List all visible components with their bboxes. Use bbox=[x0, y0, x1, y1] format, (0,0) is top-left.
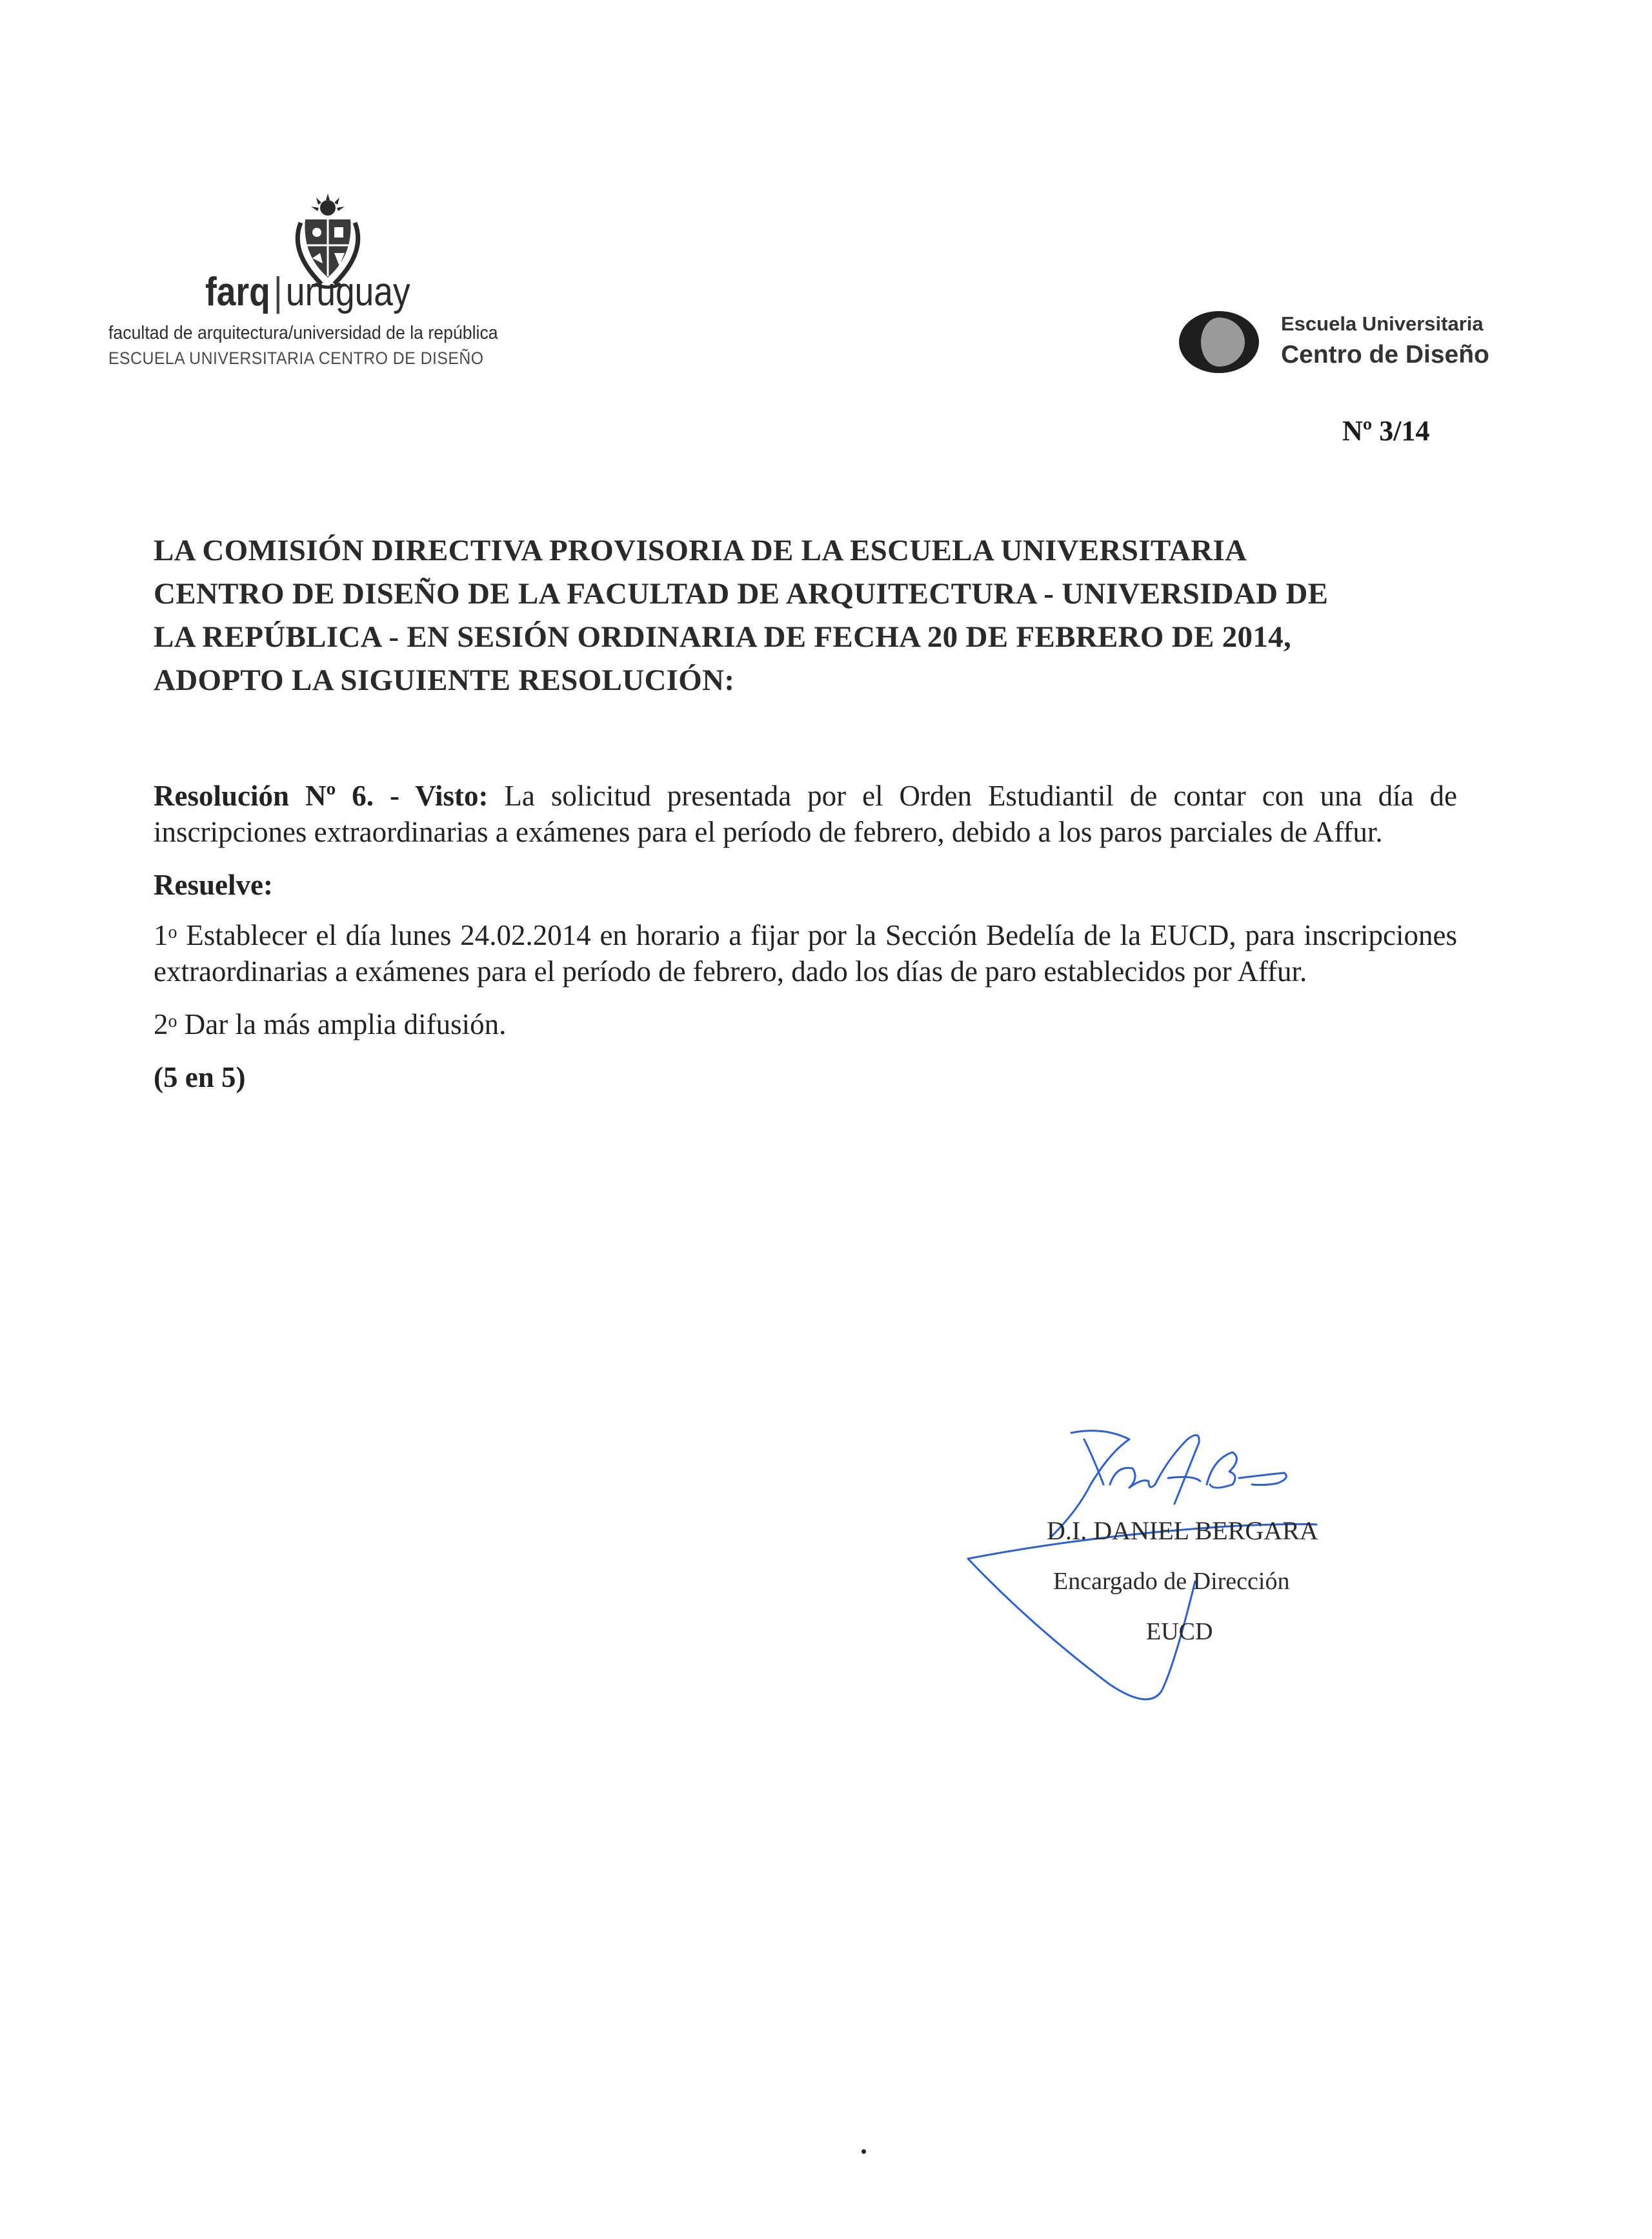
farq-wordmark-light: uruguay bbox=[285, 270, 410, 314]
signatory-name: D.I. DANIEL BERGARA bbox=[1047, 1516, 1318, 1545]
visto-paragraph bbox=[154, 778, 1457, 850]
farq-wordmark bbox=[205, 272, 410, 312]
farq-school-name: ESCUELA UNIVERSITARIA CENTRO DE DISEÑO bbox=[108, 349, 484, 368]
item-2-number: 2 bbox=[154, 1008, 168, 1040]
resolution-item-2 bbox=[154, 1006, 1457, 1042]
farq-wordmark-separator: | bbox=[273, 270, 283, 314]
signature-block bbox=[955, 1413, 1407, 1723]
vote-text: (5 en 5) bbox=[154, 1061, 246, 1093]
item-1-ordinal: o bbox=[168, 922, 177, 942]
resuelve-label: Resuelve: bbox=[154, 869, 273, 901]
resolution-item-1 bbox=[154, 917, 1457, 989]
resolution-number: Nº 3/14 bbox=[1342, 415, 1430, 447]
heading-line: ADOPTO LA SIGUIENTE RESOLUCIÓN: bbox=[154, 664, 735, 697]
resuelve-paragraph bbox=[154, 867, 1457, 903]
heading-line: CENTRO DE DISEÑO DE LA FACULTAD DE ARQUITECTURA - UNIVERSIDAD DE bbox=[154, 577, 1329, 611]
item-1-number: 1 bbox=[154, 919, 168, 951]
farq-wordmark-bold: farq bbox=[205, 270, 270, 314]
farq-subtitle: facultad de arquitectura/universidad de la república bbox=[108, 323, 498, 343]
eucd-name-line1: Escuela Universitaria bbox=[1281, 312, 1484, 335]
eucd-logo-icon bbox=[1178, 310, 1260, 374]
item-2-text: Dar la más amplia difusión. bbox=[177, 1008, 507, 1040]
signatory-role: Encargado de Dirección bbox=[1053, 1568, 1290, 1595]
resolution-heading bbox=[154, 529, 1470, 702]
visto-text: La solicitud presentada por el Orden Estudiantil de contar con una día de inscripciones extraordinarias a exámenes para el período de febrero, debido a los paros parciales de Affur. bbox=[154, 780, 1457, 848]
resolution-body bbox=[154, 778, 1457, 1112]
eucd-logo-block bbox=[1178, 303, 1513, 381]
visto-label: Resolución Nº 6. - Visto: bbox=[154, 780, 489, 812]
vote-count bbox=[154, 1059, 1457, 1095]
item-1-text: Establecer el día lunes 24.02.2014 en horario a fijar por la Sección Bedelía de la EUCD, para inscripciones extraordinarias a exámenes para el período de febrero, dado los días de paro establecidos por Affur. bbox=[154, 919, 1457, 988]
item-2-ordinal: o bbox=[168, 1011, 177, 1031]
eucd-name-line2: Centro de Diseño bbox=[1281, 341, 1489, 369]
signatory-organization: EUCD bbox=[1146, 1618, 1213, 1645]
heading-line: LA REPÚBLICA - EN SESIÓN ORDINARIA DE FECHA 20 DE FEBRERO DE 2014, bbox=[154, 620, 1291, 654]
heading-line: LA COMISIÓN DIRECTIVA PROVISORIA DE LA ESCUELA UNIVERSITARIA bbox=[154, 534, 1247, 567]
scan-speck bbox=[861, 2149, 866, 2154]
